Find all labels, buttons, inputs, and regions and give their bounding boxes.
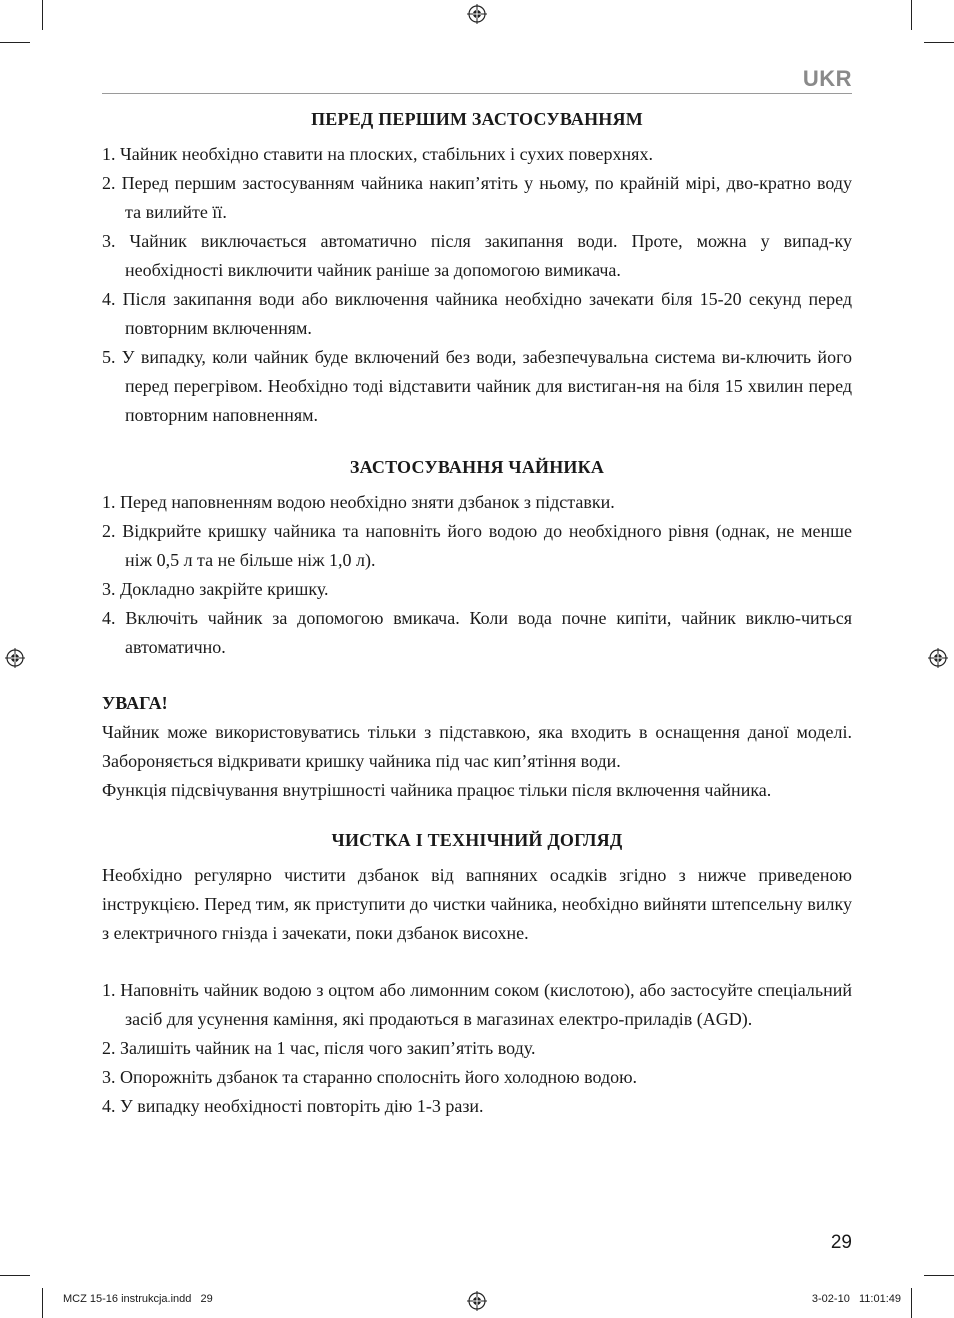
crop-mark (924, 42, 954, 43)
registration-mark-icon (5, 648, 25, 668)
footer-timestamp: 3-02-10 11:01:49 (811, 1293, 901, 1305)
list-item: 3. Опорожніть дзбанок та старанно сполосніть його холодною водою. (102, 1067, 638, 1087)
list-item: 4. У випадку необхідності повторіть дію 1-3 рази. (102, 1096, 484, 1116)
crop-mark (0, 42, 30, 43)
footer-filename: MCZ 15-16 instrukcja.indd 29 (63, 1293, 213, 1305)
crop-mark (0, 1275, 30, 1276)
list-item: 1. Чайник необхідно ставити на плоских, стабільних і сухих поверхнях. (102, 144, 653, 164)
list-item: 4. Включіть чайник за допомогою вмикача. Коли вода почне кипіти, чайник виклю-читься автоматично. (102, 608, 852, 657)
warning-title: УВАГА! (102, 693, 168, 713)
crop-mark (911, 0, 912, 30)
cleaning-intro: Необхідно регулярно чистити дзбанок від вапняних осадків згідно з нижче приведеною інструкцією. Перед тим, як приступити до чистки чайника, необхідно вийняти штепсельну вилку з електричного гнізда і зачекати, поки дзбанок висохне. (102, 865, 852, 943)
header-divider (102, 93, 852, 94)
page-content (102, 105, 852, 1121)
list-item: 3. Докладно закрійте кришку. (102, 579, 329, 599)
list-item: 1. Перед наповненням водою необхідно зняти дзбанок з підставки. (102, 492, 615, 512)
section-title: ЗАСТОСУВАННЯ ЧАЙНИКА (349, 457, 605, 477)
crop-mark (924, 1275, 954, 1276)
registration-mark-icon (467, 4, 487, 24)
list-item: 2. Перед першим застосуванням чайника накип’ятіть у ньому, по крайній мірі, дво-кратно воду та вилийте її. (102, 173, 852, 222)
section-title: ПЕРЕД ПЕРШИМ ЗАСТОСУВАННЯМ (311, 109, 643, 129)
registration-mark-icon (928, 648, 948, 668)
list-item: 3. Чайник виключається автоматично після закипання води. Проте, можна у випад-ку необхідності виключити чайник раніше за допомогою вимикача. (102, 231, 852, 280)
registration-mark-icon (467, 1291, 487, 1311)
warning-text: Функція підсвічування внутрішності чайника працює тільки після включення чайника. (102, 780, 772, 800)
language-label: UKR (802, 66, 852, 91)
crop-mark (911, 1288, 912, 1318)
list-item: 5. У випадку, коли чайник буде включений без води, забезпечувальна система ви-ключить його перед перегрівом. Необхідно тоді відставити чайник для вистиган-ня на біля 15 хвилин перед повторним наповненням. (102, 347, 852, 425)
list-item: 2. Відкрийте кришку чайника та наповніть його водою до необхідного рівня (однак, не менше ніж 0,5 л та не більше ніж 1,0 л). (102, 521, 852, 570)
crop-mark (42, 0, 43, 30)
list-item: 4. Після закипання води або виключення чайника необхідно зачекати біля 15-20 секунд перед повторним включенням. (102, 289, 852, 338)
section-title: ЧИСТКА І ТЕХНІЧНИЙ ДОГЛЯД (331, 830, 623, 850)
crop-mark (42, 1288, 43, 1318)
list-item: 2. Залишіть чайник на 1 час, після чого закип’ятіть воду. (102, 1038, 536, 1058)
list-item: 1. Наповніть чайник водою з оцтом або лимонним соком (кислотою), або застосуйте спеціальний засіб для усунення каміння, які продаються в магазинах електро-приладів (AGD). (102, 980, 852, 1029)
warning-text: Чайник може використовуватись тільки з підставкою, яка входить в оснащення даної моделі. Забороняється відкривати кришку чайника під час кип’ятіння води. (102, 722, 852, 771)
page-number: 29 (830, 1232, 852, 1253)
